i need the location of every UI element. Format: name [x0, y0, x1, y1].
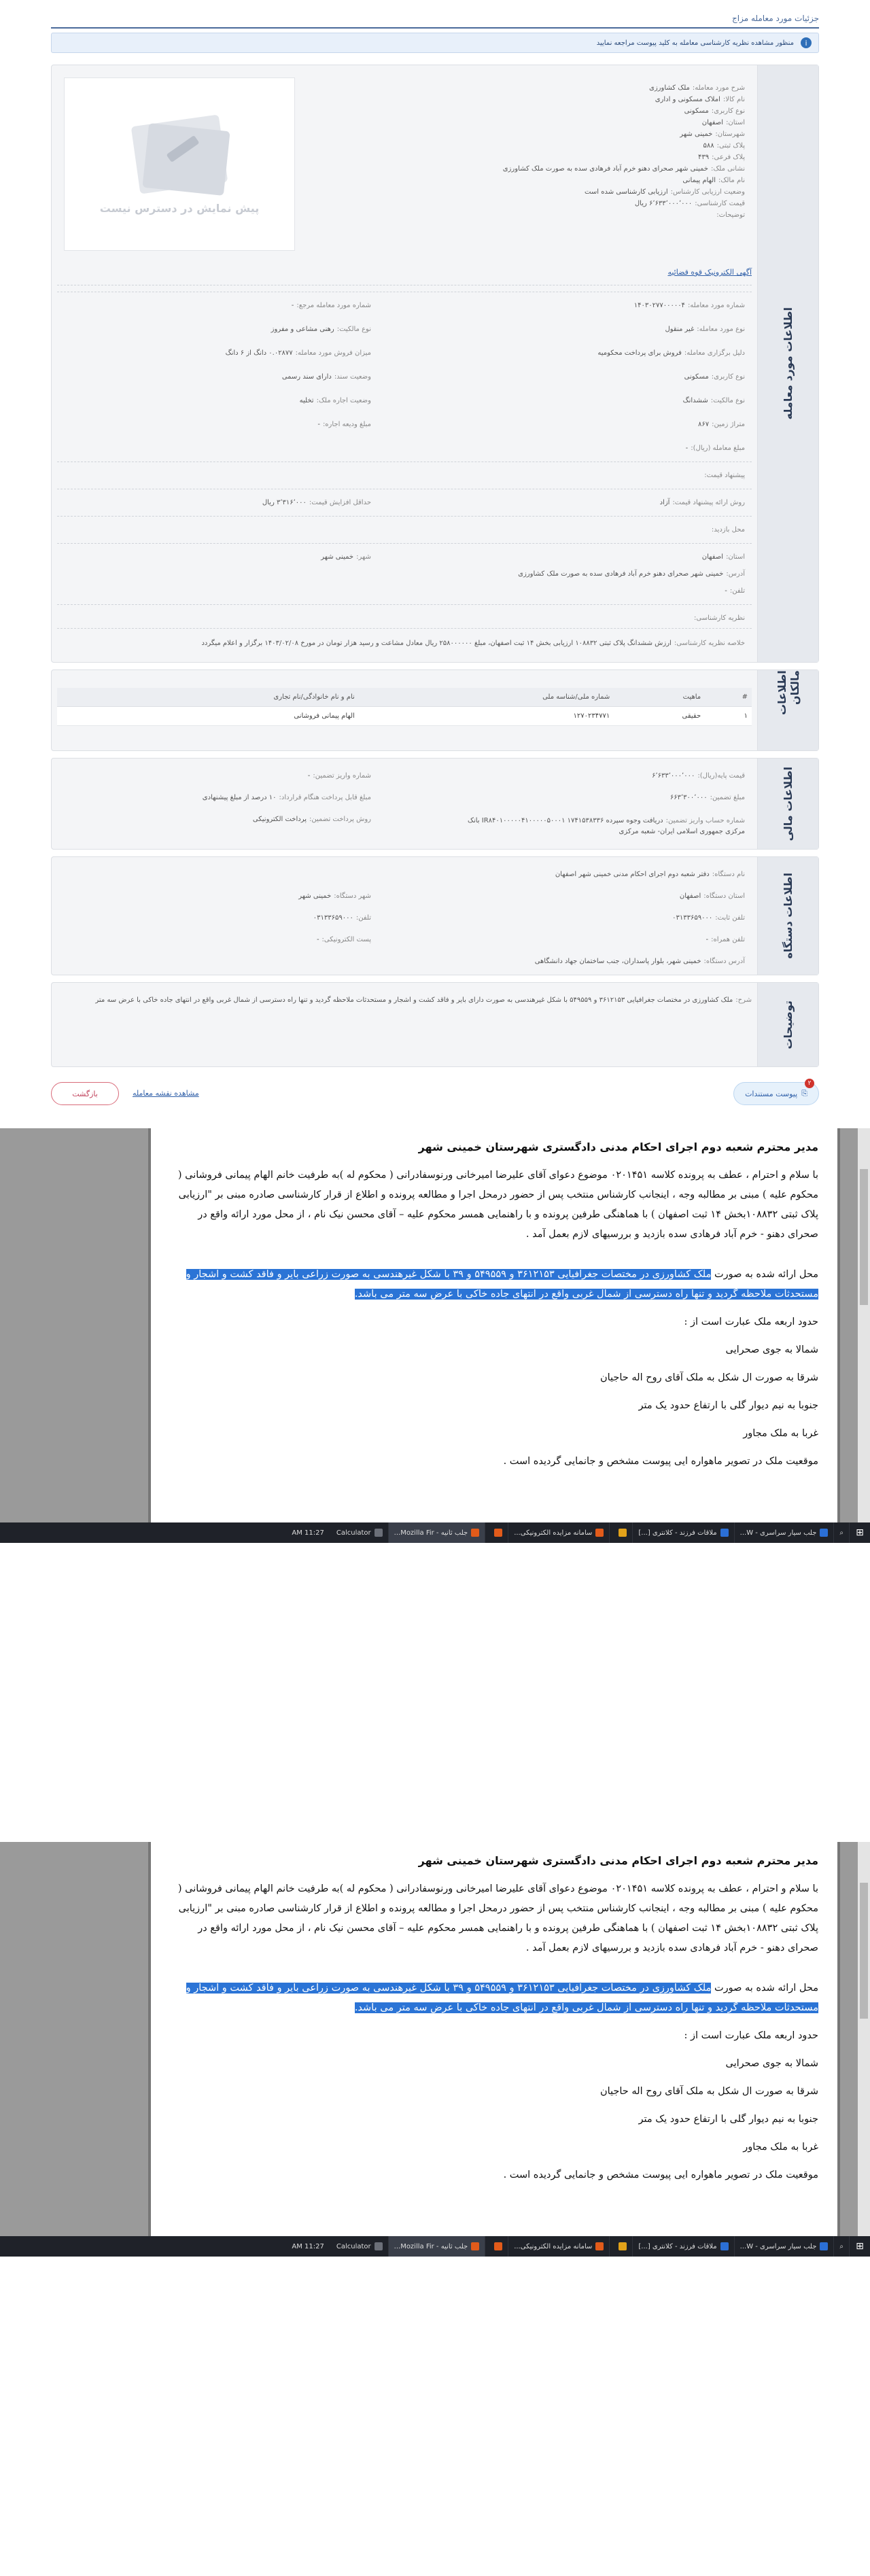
- field-row: [709, 526, 745, 534]
- field-value: -: [316, 936, 319, 943]
- desc-row: شرح:ملک کشاورزی در مختصات جغرافیایی ۳۶۱۲۱۵۳ و ۵۴۹۵۵۹ با شکل غیرهندسی به صورت دارای بایر و فاقد کشت و اشجار و مستحدثات ملاحظه گردید و تنها راه دسترسی از شمال غربی واقع در انتهای جاده خاکی با عرض سه متر: [95, 996, 752, 1004]
- field-row: [683, 397, 745, 404]
- field-value: آزاد: [659, 499, 670, 506]
- app-icon: [720, 1529, 729, 1537]
- preview-placeholder: [64, 77, 295, 251]
- app-icon: [820, 2242, 828, 2250]
- notice-text: منظور مشاهده نظریه کارشناسی معامله به کلید پیوست مراجعه نمایید: [596, 39, 794, 47]
- divider: [57, 604, 752, 605]
- taskbar-item-label: جلب ثانیه - Mozilla Fir...: [394, 2242, 468, 2250]
- divider: [57, 628, 752, 629]
- doc-screenshot-2: [0, 1842, 870, 2257]
- app-icon: [471, 1529, 479, 1537]
- field-value: خمینی شهر، بلوار پاسداران، جنب ساختمان جهاد دانشگاهی: [534, 958, 701, 965]
- table-cell: الهام پیمانی فروشانی: [57, 707, 359, 726]
- field-row: [680, 130, 745, 138]
- app-icon: [619, 2242, 627, 2250]
- taskbar-item[interactable]: [485, 2236, 508, 2257]
- field-label: استان:: [726, 119, 745, 126]
- app-icon: [619, 1529, 627, 1537]
- field-row: [282, 373, 371, 381]
- asset-body: [57, 71, 752, 657]
- field-row: [313, 914, 371, 922]
- field-row: [701, 472, 745, 479]
- field-label: متراژ زمین:: [712, 421, 745, 428]
- field-row: [706, 936, 745, 943]
- field-row: [698, 421, 745, 428]
- field-label: شماره مورد معامله:: [687, 302, 745, 309]
- field-label: تلفن ثابت:: [715, 914, 745, 922]
- field-value: ۰.۰۲۸۷۷ دانگ از ۶ دانگ: [225, 349, 293, 357]
- field-row: [670, 794, 745, 801]
- table-cell: حقیقی: [614, 707, 705, 726]
- taskbar-item[interactable]: [610, 2236, 633, 2257]
- doc-line-5: شرقا به صورت ال شکل به ملک آقای روح اله حاجیان: [599, 2086, 818, 2097]
- field-row: [672, 914, 745, 922]
- field-label: نوع کاربری:: [711, 107, 745, 115]
- field-value: ۳٬۳۱۶٬۰۰۰ ریال: [262, 499, 307, 506]
- taskbar-item-label: ملاقات فرزند - کلانتری [...]: [638, 2242, 717, 2250]
- field-label: نشانی ملک:: [710, 165, 745, 173]
- field-value: ۱۴۰۳۰۲۷۷۰۰۰۰۰۴: [633, 302, 685, 309]
- taskbar-item[interactable]: [485, 1522, 508, 1543]
- field-value: ۰۳۱۳۳۶۵۹۰۰۰: [672, 914, 713, 922]
- field-value: ۶۶۳٬۳۰۰٬۰۰۰: [669, 794, 708, 801]
- doc-line-5: شرقا به صورت ال شکل به ملک آقای روح اله حاجیان: [599, 1372, 818, 1383]
- divider: [57, 516, 752, 517]
- field-value: دریافت وجوه سپرده ۱۷۴۱۵۳۸۳۳۶ IR۸۴۰۱۰۰۰۰۰۴۱۰۰۰۰۰۵۰۰۰۱ بانک مرکزی جمهوری اسلامی ایران- شعبه مرکزی: [468, 817, 745, 835]
- search-icon[interactable]: ⌕: [834, 1522, 850, 1543]
- field-value: دارای سند رسمی: [281, 373, 332, 381]
- field-label: وضعیت اجاره ملک:: [316, 397, 371, 404]
- field-row: [725, 587, 745, 595]
- field-label: روش پرداخت تضمین:: [309, 816, 371, 823]
- field-label: نام مالک:: [718, 177, 745, 184]
- field-label: مبلغ ودیعه اجاره:: [322, 421, 371, 428]
- doc-screenshot-1: [0, 1128, 870, 1543]
- field-label: پلاک ثبتی:: [716, 142, 745, 150]
- field-label: نوع کاربری:: [711, 373, 745, 381]
- field-value: تخلیه: [299, 397, 314, 404]
- field-value: املاک مسکونی و اداری: [655, 96, 720, 103]
- field-value: ۰۳۱۳۳۶۵۹۰۰۰: [313, 914, 353, 922]
- app-icon: [820, 1529, 828, 1537]
- doc-line-4: شمالا به جوی صحرایی: [725, 1344, 818, 1355]
- app-icon: [471, 2242, 479, 2250]
- field-label: آدرس:: [726, 570, 745, 578]
- field-value: رهنی مشاعی و مفروز: [271, 326, 334, 333]
- finance-body: [57, 764, 752, 843]
- field-row: [680, 892, 745, 900]
- field-row: [702, 119, 745, 126]
- windows-start-icon[interactable]: ⊞: [856, 2241, 864, 2252]
- field-row: [262, 499, 371, 506]
- app-icon: [720, 2242, 729, 2250]
- taskbar-item[interactable]: [331, 1522, 389, 1543]
- field-row: [503, 165, 745, 173]
- doc-paragraph-1: با سلام و احترام ، عطف به پرونده کلاسه ۰۲۰۱۴۵۱ موضوع دعوای آقای علیرضا امیرخانی ورنوسفادرانی ( محکوم له )به طرفیت خانم الهام پیمانی فروشانی ( محکوم علیه ) مبنی بر مطالبه وجه ، اینجانب کارشناس منتخب پس از حضور درمحل اجرا و مطالعه پرونده و اطلاع از قرار کارشناسی صادره مبنی بر "ارزیابی پلاک ثبتی ۱۰۸۸۳۲بخش ۱۴ ثبت اصفهان ) با هماهنگی طرفین پرونده و با راهنمایی همسر محکوم علیه – آقای محسن نیک نام ، از محل مورد ارائه واقع در صحرای دهنو - خرم آباد فرهادی سده بازدید و بررسیهای لازم بعمل آمد .: [177, 1883, 818, 1953]
- owners-header: نام و نام خانوادگی/نام تجاری: [57, 688, 359, 707]
- info-icon: i: [801, 37, 812, 48]
- taskbar-item[interactable]: [633, 2236, 734, 2257]
- taskbar-item-label: Calculator: [336, 1529, 371, 1537]
- field-row: [321, 553, 371, 561]
- field-value: -: [685, 445, 689, 452]
- taskbar-item-label: جلب ثانیه - Mozilla Fir...: [394, 1529, 468, 1537]
- doc-paragraph-1: با سلام و احترام ، عطف به پرونده کلاسه ۰۲۰۱۴۵۱ موضوع دعوای آقای علیرضا امیرخانی ورنوسفادرانی ( محکوم له )به طرفیت خانم الهام پیمانی فروشانی ( محکوم علیه ) مبنی بر مطالبه وجه ، اینجانب کارشناس منتخب پس از حضور درمحل اجرا و مطالعه پرونده و اطلاع از قرار کارشناسی صادره مبنی بر "ارزیابی پلاک ثبتی ۱۰۸۸۳۲بخش ۱۴ ثبت اصفهان ) با هماهنگی طرفین پرونده و با راهنمایی همسر محکوم علیه – آقای محسن نیک نام ، از محل مورد ارائه واقع در صحرای دهنو - خرم آباد فرهادی سده بازدید و بررسیهای لازم بعمل آمد .: [177, 1170, 818, 1240]
- field-row: [518, 570, 745, 578]
- paperclip-icon: ⎘: [801, 1089, 807, 1098]
- field-row: [201, 638, 745, 649]
- field-label: توضیحات:: [716, 211, 745, 219]
- gavel-icon: [128, 114, 230, 195]
- section-office: [51, 856, 819, 975]
- field-row: [253, 816, 371, 823]
- section-owners-label: اطلاعات مالکان: [757, 670, 818, 750]
- doc-paragraph-2: محل ارائه شده به صورت ملک کشاورزی در مختصات جغرافیایی ۳۶۱۲۱۵۳ و ۵۴۹۵۵۹ و ۳۹ با شکل غیرهندسی به صورت زراعی بایر و فاقد کشت و اشجار و مستحدثات ملاحظه گردید و تنها راه دسترسی از شمال غربی واقع در انتهای جاده خاکی با عرض سه متر می باشد.: [186, 1269, 818, 1300]
- taskbar-clock[interactable]: 11:27 AM: [292, 1529, 324, 1537]
- attach-count-badge: ۲: [805, 1079, 814, 1088]
- field-label: تلفن:: [355, 914, 371, 922]
- field-value: ملک کشاورزی: [649, 84, 690, 92]
- field-label: تلفن:: [729, 587, 745, 595]
- field-value: ارزش ششدانگ پلاک ثبتی ۱۰۸۸۳۲ ارزیابی بخش ۱۴ ثبت اصفهان، مبلغ ۲۵۸۰۰۰۰۰۰ ریال معادل مشاعت و رسید هزار تومان در مورخ ۱۴۰۳/۰۲/۰۸ برگزار و اعلام میگردد: [201, 640, 672, 647]
- field-row: [597, 349, 745, 357]
- field-label: نظریه کارشناسی:: [694, 614, 745, 622]
- view-map-link[interactable]: مشاهده نقشه معامله: [133, 1089, 199, 1098]
- app-icon: [494, 2242, 502, 2250]
- field-row: [686, 445, 745, 452]
- field-value: ششدانگ: [682, 397, 708, 404]
- doc-line-6: جنوبا به نیم دیوار گلی با ارتفاع حدود یک متر: [638, 1400, 818, 1411]
- field-row: [703, 142, 745, 150]
- doc-line-8: موقعیت ملک در تصویر ماهواره ایی پیوست مشخص و جانمایی گردیده است .: [503, 1456, 818, 1467]
- section-office-label: اطلاعات دستگاه: [757, 857, 818, 975]
- field-label: شماره واریز تضمین:: [313, 772, 371, 780]
- ad-link[interactable]: آگهی الکترونیک قوه قضائیه: [667, 268, 752, 277]
- taskbar-item-label: جلب سیار سراسری - W...: [740, 2242, 817, 2250]
- field-value: ۸۶۷: [698, 421, 710, 428]
- field-row: [226, 349, 371, 357]
- field-value: اصفهان: [679, 892, 701, 900]
- field-value: اصفهان: [701, 553, 724, 561]
- doc-scrollbar[interactable]: [858, 1842, 870, 2236]
- app-icon: [375, 1529, 383, 1537]
- field-row: [317, 421, 371, 428]
- section-owners: [51, 669, 819, 751]
- field-label: خلاصه نظریه کارشناسی:: [674, 640, 745, 647]
- field-value: خمینی شهر صحرای دهنو خرم آباد فرهادی سده به صورت ملک کشاورزی: [518, 570, 724, 578]
- top-bar: [51, 10, 819, 29]
- office-body: [57, 863, 752, 969]
- windows-start-icon[interactable]: ⊞: [856, 1527, 864, 1538]
- field-row: [555, 871, 745, 878]
- field-value: خمینی شهر صحرای دهنو خرم آباد فرهادی سده به صورت ملک کشاورزی: [502, 165, 708, 173]
- taskbar-item[interactable]: [389, 1522, 486, 1543]
- attach-docs-button[interactable]: [733, 1082, 819, 1105]
- field-label: وضعیت سند:: [334, 373, 371, 381]
- doc-line-3: حدود اربعه ملک عبارت است از :: [684, 1317, 818, 1327]
- taskbar-item[interactable]: [633, 1522, 734, 1543]
- field-value: دفتر شعبه دوم اجرای احکام مدنی خمینی شهر اصفهان: [555, 871, 710, 878]
- taskbar-item-label: جلب سیار سراسری - W...: [740, 1529, 817, 1537]
- field-label: شماره مورد معامله مرجع:: [296, 302, 371, 309]
- doc-scrollbar[interactable]: [858, 1128, 870, 1522]
- app-icon: [375, 2242, 383, 2250]
- doc-page: [148, 1842, 840, 2236]
- field-label: وضعیت ارزیابی کارشناس:: [670, 188, 745, 196]
- field-value: ۱۰ درصد از مبلغ پیشنهادی: [202, 794, 277, 801]
- field-value: خمینی شهر: [680, 130, 713, 138]
- field-label: نام کالا:: [723, 96, 745, 103]
- field-label: قیمت کارشناسی:: [695, 200, 745, 207]
- field-row: [308, 772, 371, 780]
- field-row: [652, 772, 745, 780]
- field-label: تلفن همراه:: [711, 936, 745, 943]
- field-label: مبلغ تضمین:: [710, 794, 745, 801]
- field-value: ۶٬۶۳۳٬۰۰۰٬۰۰۰: [652, 772, 695, 780]
- field-row: [655, 96, 745, 103]
- taskbar: [0, 1522, 870, 1543]
- table-row: [57, 707, 752, 726]
- field-label: روش ارائه پیشنهاد قیمت:: [672, 499, 745, 506]
- doc-line-7: غربا به ملک مجاور: [743, 2142, 818, 2153]
- taskbar-item-label: سامانه مزایده الکترونیکی...: [514, 2242, 593, 2250]
- field-label: استان دستگاه:: [703, 892, 745, 900]
- field-row: [271, 326, 371, 333]
- table-cell: ۱: [705, 707, 752, 726]
- field-label: حداقل افزایش قیمت:: [309, 499, 371, 506]
- field-row: [665, 326, 745, 333]
- field-value: مسکونی: [684, 373, 709, 381]
- footer-actions: [51, 1082, 819, 1109]
- doc-editor: [0, 1128, 870, 1522]
- field-row: [684, 373, 745, 381]
- field-value: ۶٬۶۳۳٬۰۰۰٬۰۰۰ ریال: [634, 200, 693, 207]
- field-row: [635, 200, 745, 207]
- doc-line-3: حدود اربعه ملک عبارت است از :: [684, 2030, 818, 2041]
- field-row: [292, 302, 371, 309]
- section-finance: [51, 758, 819, 850]
- section-asset: [51, 65, 819, 663]
- field-row: [682, 177, 745, 184]
- doc-line-4: شمالا به جوی صحرایی: [725, 2058, 818, 2069]
- field-value: الهام پیمانی: [682, 177, 716, 184]
- field-row: [660, 499, 745, 506]
- table-cell: ۱۲۷۰۲۳۴۷۷۱: [359, 707, 614, 726]
- field-label: پیشنهاد قیمت:: [704, 472, 745, 479]
- divider: [57, 543, 752, 544]
- field-value: ارزیابی کارشناسی شده است: [585, 188, 668, 196]
- preview-text: پیش نمایش در دسترس نیست: [99, 202, 260, 215]
- desc-text: ملک کشاورزی در مختصات جغرافیایی ۳۶۱۲۱۵۳ و ۵۴۹۵۵۹ با شکل غیرهندسی به صورت دارای بایر و فاقد کشت و اشجار و مستحدثات ملاحظه گردید و تنها راه دسترسی از شمال غربی واقع در انتهای جاده خاکی با عرض سه متر: [95, 996, 733, 1004]
- doc-editor: [0, 1842, 870, 2236]
- field-row: [649, 84, 745, 92]
- field-label: نوع مالکیت:: [710, 397, 745, 404]
- doc-highlight[interactable]: ملک کشاورزی در مختصات جغرافیایی ۳۶۱۲۱۵۳ و ۵۴۹۵۵۹ و ۳۹ با شکل غیرهندسی به صورت زراعی بایر و فاقد کشت و اشجار و مستحدثات ملاحظه گردید و تنها راه دسترسی از شمال غربی واقع در انتهای جاده خاکی با عرض سه متر می باشد.: [186, 1269, 818, 1300]
- field-value: -: [725, 587, 727, 595]
- taskbar-item[interactable]: [735, 1522, 835, 1543]
- doc-title: مدیر محترم شعبه دوم اجرای احکام مدنی دادگستری شهرستان خمینی شهر: [418, 1141, 818, 1153]
- field-value: اصفهان: [701, 119, 724, 126]
- field-label: آدرس دستگاه:: [703, 958, 745, 965]
- field-label: شماره حساب واریز تضمین:: [665, 817, 745, 824]
- search-icon[interactable]: ⌕: [834, 2236, 850, 2257]
- field-label: پست الکترونیکی:: [321, 936, 371, 943]
- field-label: مبلغ قابل پرداخت هنگام قرارداد:: [279, 794, 371, 801]
- field-row: [585, 188, 745, 196]
- owners-header: شماره ملی/شناسه ملی: [359, 688, 614, 707]
- taskbar-clock[interactable]: 11:27 AM: [292, 2242, 324, 2250]
- back-button[interactable]: بازگشت: [51, 1082, 119, 1105]
- taskbar-item[interactable]: [735, 2236, 835, 2257]
- doc-line-7: غربا به ملک مجاور: [743, 1428, 818, 1439]
- taskbar-item-label: Calculator: [336, 2242, 371, 2250]
- field-label: نام دستگاه:: [712, 871, 745, 878]
- owners-table: [57, 688, 752, 726]
- field-value: -: [317, 421, 320, 428]
- app-window: [0, 0, 870, 1128]
- field-label: استان:: [726, 553, 745, 561]
- owners-header: ماهیت: [614, 688, 705, 707]
- desc-body: [57, 988, 752, 1061]
- field-value: غیر منقول: [665, 326, 695, 333]
- section-desc-label: توضیحات: [757, 983, 818, 1066]
- field-value: -: [291, 302, 294, 309]
- field-row: [691, 614, 745, 622]
- app-icon: [595, 2242, 604, 2250]
- attach-docs-label: پیوست مستندات: [745, 1089, 798, 1098]
- field-label: مبلغ معامله (ریال):: [691, 445, 745, 452]
- taskbar-item-label: سامانه مزایده الکترونیکی...: [514, 1529, 593, 1537]
- taskbar-item[interactable]: [508, 1522, 610, 1543]
- field-row: [714, 211, 745, 219]
- field-value: پرداخت الکترونیکی: [252, 816, 307, 823]
- field-row: [684, 107, 745, 115]
- field-value: مسکونی: [684, 107, 709, 115]
- field-row: [702, 553, 745, 561]
- notice-banner: [51, 33, 819, 53]
- field-label: شرح مورد معامله:: [692, 84, 745, 92]
- field-value: خمینی شهر: [298, 892, 332, 900]
- owners-body: [57, 676, 752, 745]
- field-label: پلاک فرعی:: [712, 154, 745, 161]
- field-value: ۵۸۸: [703, 142, 714, 150]
- field-label: میزان فروش مورد معامله:: [295, 349, 371, 357]
- field-label: شهر:: [356, 553, 371, 561]
- field-label: شهرستان:: [715, 130, 745, 138]
- field-row: [535, 958, 745, 965]
- app-icon: [595, 1529, 604, 1537]
- field-value: فروش برای پرداخت محکومیه: [597, 349, 682, 357]
- field-label: نوع مالکیت:: [336, 326, 371, 333]
- taskbar-item[interactable]: [389, 2236, 486, 2257]
- field-row: [203, 794, 371, 801]
- taskbar-item[interactable]: [508, 2236, 610, 2257]
- taskbar-item[interactable]: [331, 2236, 389, 2257]
- taskbar-item-label: ملاقات فرزند - کلانتری [...]: [638, 1529, 717, 1537]
- field-label: محل بازدید:: [711, 526, 745, 534]
- field-value: -: [307, 772, 311, 780]
- field-value: -: [706, 936, 709, 943]
- doc-line-8: موقعیت ملک در تصویر ماهواره ایی پیوست مشخص و جانمایی گردیده است .: [503, 2170, 818, 2180]
- section-finance-label: اطلاعات مالی: [757, 759, 818, 849]
- doc-highlight[interactable]: ملک کشاورزی در مختصات جغرافیایی ۳۶۱۲۱۵۳ و ۵۴۹۵۵۹ و ۳۹ با شکل غیرهندسی به صورت زراعی بایر و فاقد کشت و اشجار و مستحدثات ملاحظه گردید و تنها راه دسترسی از شمال غربی واقع در انتهای جاده خاکی با عرض سه متر می باشد.: [186, 1983, 818, 2013]
- section-asset-label: اطلاعات مورد معامله: [757, 65, 818, 662]
- field-row: [300, 397, 371, 404]
- page-title: جزئیات مورد معامله مزاج: [732, 14, 819, 23]
- field-label: دلیل برگزاری معامله:: [684, 349, 745, 357]
- field-label: نوع مورد معامله:: [697, 326, 745, 333]
- field-label: قیمت پایه(ریال):: [697, 772, 745, 780]
- field-row: [698, 154, 745, 161]
- section-desc: [51, 982, 819, 1067]
- field-row: [634, 302, 745, 309]
- field-row: [317, 936, 371, 943]
- doc-line-6: جنوبا به نیم دیوار گلی با ارتفاع حدود یک متر: [638, 2114, 818, 2125]
- field-label: شهر دستگاه:: [334, 892, 371, 900]
- doc-paragraph-2: محل ارائه شده به صورت ملک کشاورزی در مختصات جغرافیایی ۳۶۱۲۱۵۳ و ۵۴۹۵۵۹ و ۳۹ با شکل غیرهندسی به صورت زراعی بایر و فاقد کشت و اشجار و مستحدثات ملاحظه گردید و تنها راه دسترسی از شمال غربی واقع در انتهای جاده خاکی با عرض سه متر می باشد.: [186, 1983, 818, 2013]
- doc-title: مدیر محترم شعبه دوم اجرای احکام مدنی دادگستری شهرستان خمینی شهر: [418, 1854, 818, 1867]
- ad-link-row: [667, 268, 752, 277]
- field-row: [298, 892, 371, 900]
- field-value: ۴۳۹: [698, 154, 710, 161]
- owners-header: #: [705, 688, 752, 707]
- taskbar-item[interactable]: [610, 1522, 633, 1543]
- field-value: خمینی شهر: [321, 553, 354, 561]
- taskbar: [0, 2236, 870, 2257]
- app-icon: [494, 1529, 502, 1537]
- doc-page: [148, 1128, 840, 1522]
- field-row: [459, 816, 745, 837]
